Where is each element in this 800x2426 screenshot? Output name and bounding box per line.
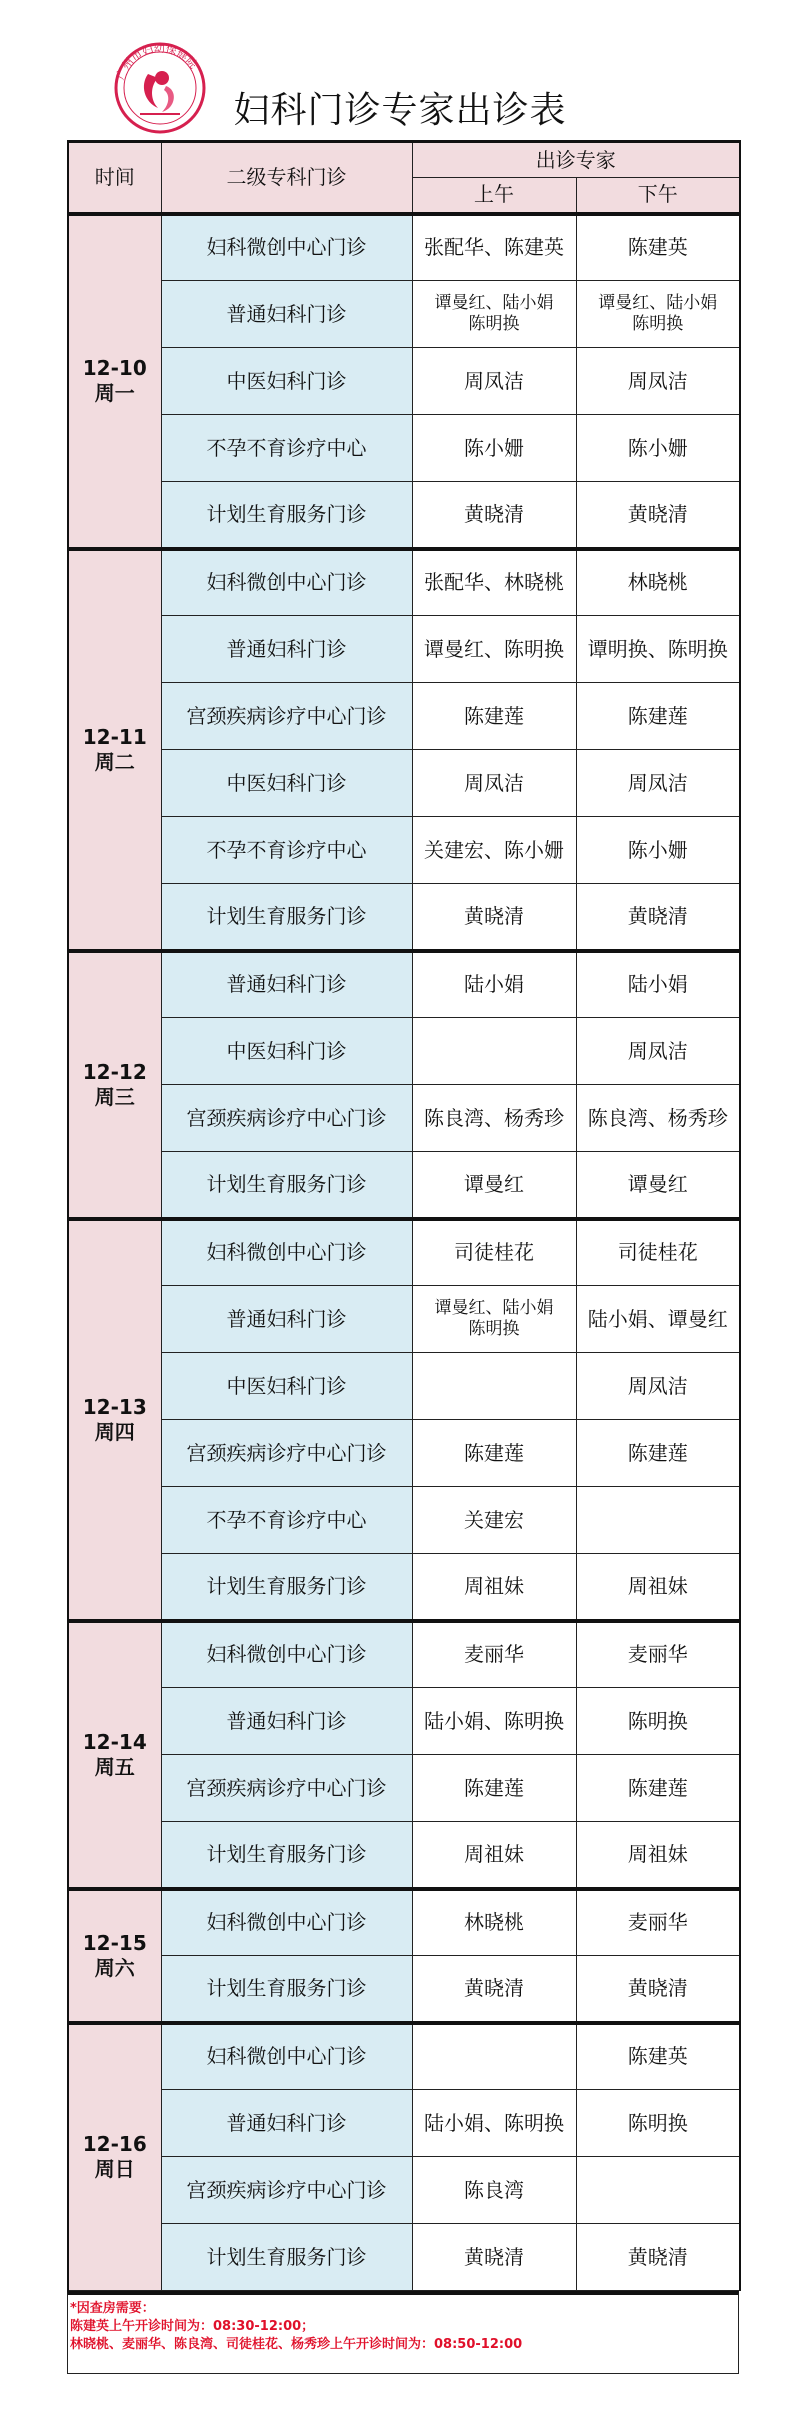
expert-pm: 麦丽华	[576, 1889, 740, 1956]
day-date: 12-16	[82, 2132, 147, 2157]
expert-am: 陈建莲	[412, 1755, 576, 1822]
header-experts: 出诊专家	[412, 142, 740, 178]
clinic-name: 计划生育服务门诊	[161, 1152, 412, 1219]
expert-am: 关建宏	[412, 1487, 576, 1554]
expert-pm: 陈良湾、杨秀珍	[576, 1085, 740, 1152]
schedule-row	[68, 415, 740, 482]
note-line-2: 陈建英上午开诊时间为：08:30-12:00；	[70, 2319, 315, 2334]
expert-am	[412, 1018, 576, 1085]
clinic-name: 不孕不育诊疗中心	[161, 1487, 412, 1554]
expert-am: 周凤洁	[412, 348, 576, 415]
clinic-name: 普通妇科门诊	[161, 281, 412, 348]
expert-pm: 陈小姗	[576, 415, 740, 482]
clinic-name: 妇科微创中心门诊	[161, 1621, 412, 1688]
page-title: 妇科门诊专家出诊表	[233, 90, 567, 131]
expert-am: 陈建莲	[412, 1420, 576, 1487]
clinic-name: 不孕不育诊疗中心	[161, 817, 412, 884]
day-cell	[68, 214, 161, 549]
day-date: 12-14	[82, 1729, 147, 1754]
schedule-row	[68, 1420, 740, 1487]
expert-pm: 陈明换	[576, 1688, 740, 1755]
schedule-row	[68, 616, 740, 683]
expert-am: 谭曼红、陆小娟 陈明换	[412, 281, 576, 348]
day-date: 12-15	[82, 1930, 147, 1955]
schedule-row	[68, 1688, 740, 1755]
schedule-row	[68, 884, 740, 951]
header-pm: 下午	[576, 178, 740, 214]
clinic-name: 妇科微创中心门诊	[161, 1889, 412, 1956]
expert-am: 黄晓清	[412, 1956, 576, 2023]
expert-am: 陈良湾	[412, 2157, 576, 2224]
day-weekday: 周三	[94, 1084, 135, 1109]
schedule-row	[68, 1621, 740, 1688]
expert-pm: 周祖妹	[576, 1554, 740, 1621]
clinic-name: 宫颈疾病诊疗中心门诊	[161, 1420, 412, 1487]
expert-pm: 周凤洁	[576, 750, 740, 817]
expert-pm: 黄晓清	[576, 482, 740, 549]
clinic-name: 计划生育服务门诊	[161, 1554, 412, 1621]
schedule-row	[68, 1554, 740, 1621]
expert-am: 谭曼红、陆小娟 陈明换	[412, 1286, 576, 1353]
schedule-row	[68, 1487, 740, 1554]
expert-am	[412, 1353, 576, 1420]
schedule-row	[68, 1956, 740, 2023]
expert-pm: 陈建英	[576, 214, 740, 281]
expert-pm: 陈建莲	[576, 1420, 740, 1487]
day-weekday: 周六	[94, 1955, 135, 1980]
clinic-name: 妇科微创中心门诊	[161, 549, 412, 616]
schedule-table	[67, 140, 741, 2291]
clinic-name: 中医妇科门诊	[161, 348, 412, 415]
schedule-row	[68, 1085, 740, 1152]
expert-pm: 林晓桃	[576, 549, 740, 616]
expert-pm: 谭明换、陈明换	[576, 616, 740, 683]
header-am: 上午	[412, 178, 576, 214]
day-weekday: 周一	[94, 381, 135, 405]
day-cell	[68, 1621, 161, 1889]
expert-pm: 陈建莲	[576, 683, 740, 750]
clinic-name: 计划生育服务门诊	[161, 2224, 412, 2291]
clinic-name: 普通妇科门诊	[161, 1286, 412, 1353]
day-cell	[68, 2023, 161, 2291]
schedule-row	[68, 549, 740, 616]
schedule-row	[68, 214, 740, 281]
expert-am: 张配华、林晓桃	[412, 549, 576, 616]
clinic-name: 中医妇科门诊	[161, 750, 412, 817]
day-cell	[68, 951, 161, 1219]
expert-am: 周祖妹	[412, 1822, 576, 1889]
schedule-row	[68, 1286, 740, 1353]
expert-pm	[576, 1487, 740, 1554]
expert-am: 陆小娟	[412, 951, 576, 1018]
expert-am: 陈小姗	[412, 415, 576, 482]
schedule-row	[68, 348, 740, 415]
expert-am: 黄晓清	[412, 884, 576, 951]
day-weekday: 周四	[94, 1419, 135, 1444]
day-date: 12-12	[82, 1059, 147, 1084]
schedule-table-wrap	[67, 140, 739, 2374]
expert-pm: 谭曼红	[576, 1152, 740, 1219]
schedule-row	[68, 1889, 740, 1956]
expert-am: 谭曼红、陈明换	[412, 616, 576, 683]
expert-pm: 周凤洁	[576, 1018, 740, 1085]
clinic-name: 计划生育服务门诊	[161, 884, 412, 951]
clinic-name: 普通妇科门诊	[161, 616, 412, 683]
schedule-row	[68, 1219, 740, 1286]
expert-am: 司徒桂花	[412, 1219, 576, 1286]
expert-pm: 周凤洁	[576, 1353, 740, 1420]
header-clinic: 二级专科门诊	[161, 142, 412, 214]
clinic-name: 妇科微创中心门诊	[161, 1219, 412, 1286]
logo-text: 广州市妇幼保健院	[113, 41, 200, 82]
clinic-name: 宫颈疾病诊疗中心门诊	[161, 1085, 412, 1152]
day-date: 12-13	[82, 1394, 147, 1419]
schedule-row	[68, 951, 740, 1018]
day-cell	[68, 549, 161, 951]
expert-am	[412, 2023, 576, 2090]
expert-pm: 黄晓清	[576, 2224, 740, 2291]
schedule-row	[68, 1353, 740, 1420]
expert-pm: 司徒桂花	[576, 1219, 740, 1286]
day-cell	[68, 1889, 161, 2023]
expert-pm: 周凤洁	[576, 348, 740, 415]
expert-am: 陆小娟、陈明换	[412, 1688, 576, 1755]
expert-am: 黄晓清	[412, 482, 576, 549]
schedule-row	[68, 683, 740, 750]
schedule-row	[68, 281, 740, 348]
day-date: 12-10	[82, 356, 147, 380]
expert-pm: 陈建莲	[576, 1755, 740, 1822]
schedule-row	[68, 1152, 740, 1219]
expert-pm: 黄晓清	[576, 884, 740, 951]
expert-pm	[576, 2157, 740, 2224]
header-time: 时间	[68, 142, 161, 214]
clinic-name: 计划生育服务门诊	[161, 482, 412, 549]
clinic-name: 妇科微创中心门诊	[161, 2023, 412, 2090]
expert-am: 谭曼红	[412, 1152, 576, 1219]
clinic-name: 宫颈疾病诊疗中心门诊	[161, 683, 412, 750]
schedule-row	[68, 750, 740, 817]
schedule-row	[68, 482, 740, 549]
clinic-name: 宫颈疾病诊疗中心门诊	[161, 2157, 412, 2224]
schedule-row	[68, 2090, 740, 2157]
day-weekday: 周二	[94, 749, 135, 774]
clinic-name: 妇科微创中心门诊	[161, 214, 412, 281]
notes-box	[67, 2291, 739, 2374]
schedule-row	[68, 2157, 740, 2224]
expert-am: 林晓桃	[412, 1889, 576, 1956]
schedule-row	[68, 1822, 740, 1889]
expert-am: 周祖妹	[412, 1554, 576, 1621]
expert-am: 关建宏、陈小姗	[412, 817, 576, 884]
schedule-row	[68, 817, 740, 884]
expert-am: 麦丽华	[412, 1621, 576, 1688]
expert-pm: 陈明换	[576, 2090, 740, 2157]
expert-am: 陈良湾、杨秀珍	[412, 1085, 576, 1152]
schedule-row	[68, 1018, 740, 1085]
expert-pm: 周祖妹	[576, 1822, 740, 1889]
day-cell	[68, 1219, 161, 1621]
clinic-name: 计划生育服务门诊	[161, 1956, 412, 2023]
expert-pm: 陆小娟	[576, 951, 740, 1018]
clinic-name: 不孕不育诊疗中心	[161, 415, 412, 482]
schedule-row	[68, 2224, 740, 2291]
clinic-name: 中医妇科门诊	[161, 1018, 412, 1085]
clinic-name: 普通妇科门诊	[161, 2090, 412, 2157]
note-line-1: *因查房需要：	[70, 2301, 155, 2316]
clinic-name: 普通妇科门诊	[161, 951, 412, 1018]
expert-am: 周凤洁	[412, 750, 576, 817]
clinic-name: 普通妇科门诊	[161, 1688, 412, 1755]
expert-pm: 麦丽华	[576, 1621, 740, 1688]
expert-am: 陆小娟、陈明换	[412, 2090, 576, 2157]
clinic-name: 宫颈疾病诊疗中心门诊	[161, 1755, 412, 1822]
clinic-name: 中医妇科门诊	[161, 1353, 412, 1420]
expert-pm: 陆小娟、谭曼红	[576, 1286, 740, 1353]
expert-pm: 陈建英	[576, 2023, 740, 2090]
expert-pm: 谭曼红、陆小娟 陈明换	[576, 281, 740, 348]
expert-am: 黄晓清	[412, 2224, 576, 2291]
day-date: 12-11	[82, 724, 147, 749]
expert-am: 陈建莲	[412, 683, 576, 750]
clinic-name: 计划生育服务门诊	[161, 1822, 412, 1889]
day-weekday: 周日	[94, 2157, 135, 2182]
expert-pm: 陈小姗	[576, 817, 740, 884]
schedule-row	[68, 2023, 740, 2090]
expert-am: 张配华、陈建英	[412, 214, 576, 281]
expert-pm: 黄晓清	[576, 1956, 740, 2023]
schedule-row	[68, 1755, 740, 1822]
note-line-3: 林晓桃、麦丽华、陈良湾、司徒桂花、杨秀珍上午开诊时间为：08:50-12:00	[70, 2337, 523, 2352]
day-weekday: 周五	[94, 1754, 135, 1779]
